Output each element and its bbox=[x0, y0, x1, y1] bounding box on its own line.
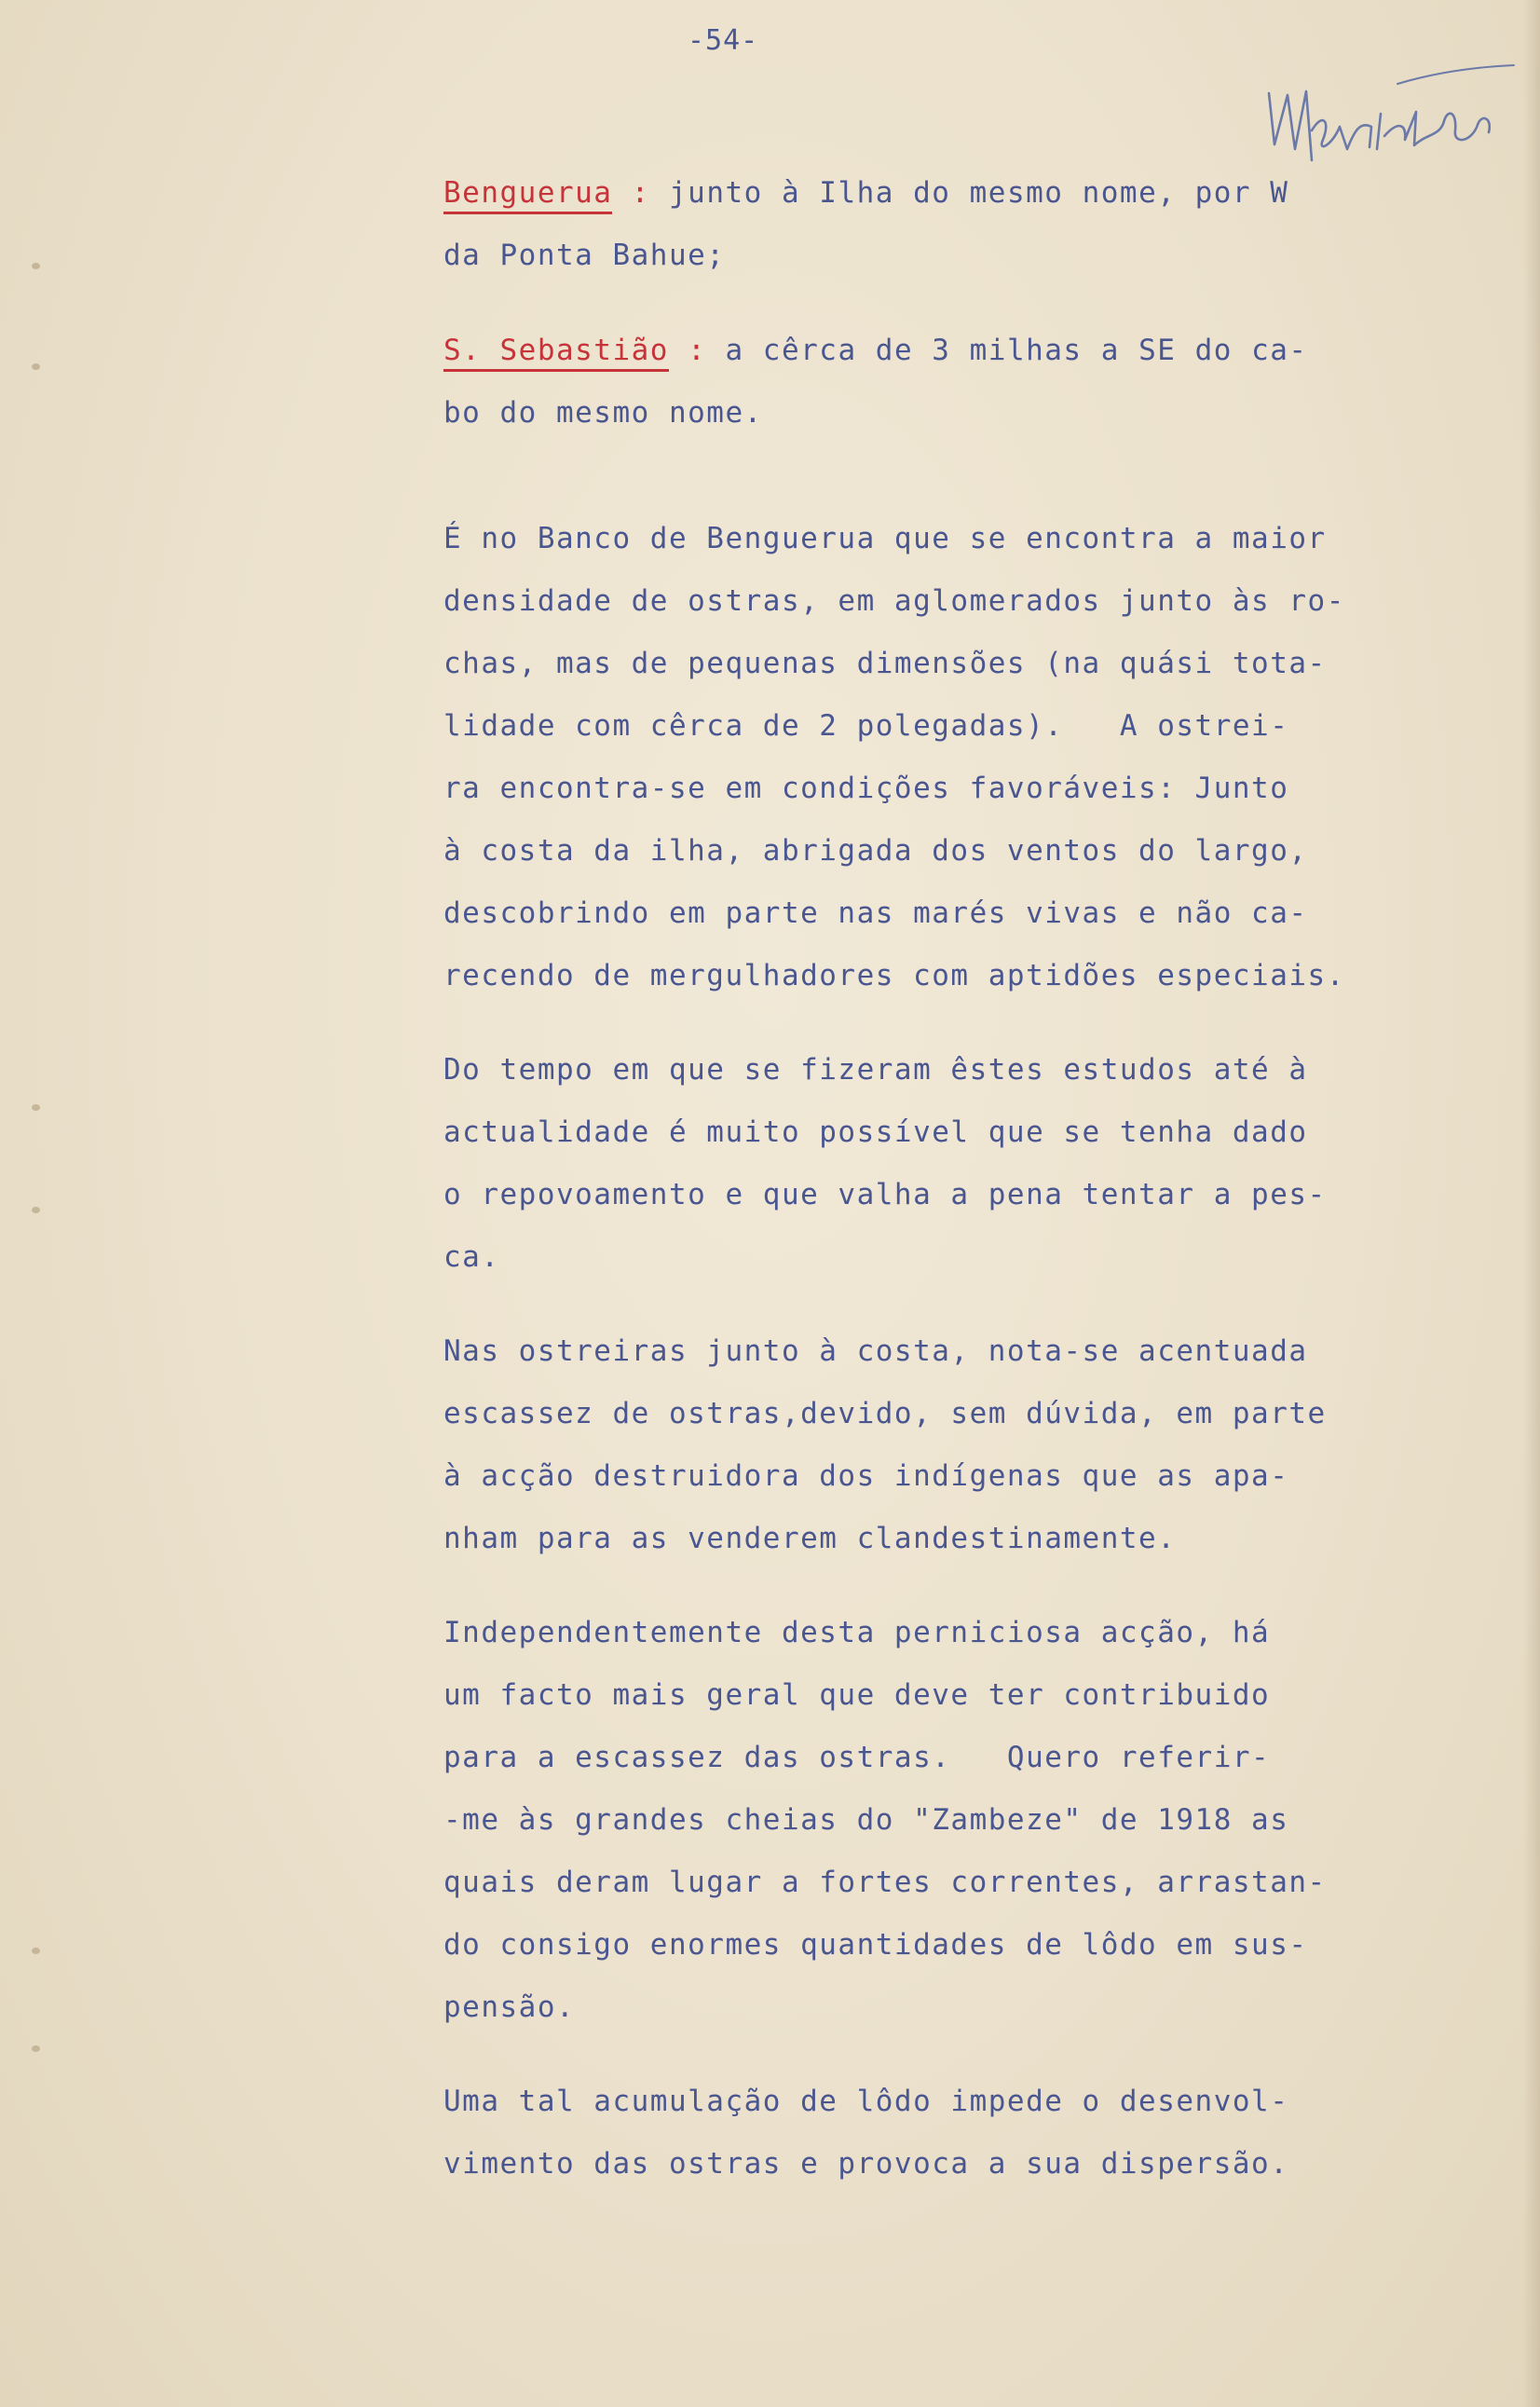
paragraph-4-line: pensão. bbox=[443, 1990, 576, 2024]
paragraph-3-line: Nas ostreiras junto à costa, nota-se acentuada bbox=[443, 1334, 1308, 1368]
paragraph-1-line: chas, mas de pequenas dimensões (na quási tota- bbox=[443, 647, 1327, 680]
punch-hole-mark bbox=[32, 2045, 40, 2052]
punch-hole-mark bbox=[32, 1948, 40, 1954]
punch-hole-mark bbox=[32, 363, 40, 370]
paragraph-2-line: o repovoamento e que valha a pena tentar a pes- bbox=[443, 1178, 1327, 1211]
entry-separator: : bbox=[688, 334, 707, 367]
paragraph-4-line: do consigo enormes quantidades de lôdo em sus- bbox=[443, 1928, 1308, 1962]
paragraph-4-line: Independentemente desta perniciosa acção, há bbox=[443, 1616, 1271, 1649]
paragraph-4-line: um facto mais geral que deve ter contribuido bbox=[443, 1678, 1271, 1712]
paragraph-2-line: Do tempo em que se fizeram êstes estudos até à bbox=[443, 1053, 1308, 1087]
paragraph-1-line: lidade com cêrca de 2 polegadas). A ostrei- bbox=[443, 709, 1289, 743]
paragraph-1-line: à costa da ilha, abrigada dos ventos do largo, bbox=[443, 834, 1308, 868]
paragraph-1-line: ra encontra-se em condições favoráveis: Junto bbox=[443, 772, 1289, 805]
paragraph-1-line: recendo de mergulhadores com aptidões especiais. bbox=[443, 959, 1345, 992]
punch-hole-mark bbox=[32, 263, 40, 269]
paragraph-3-line: nham para as venderem clandestinamente. bbox=[443, 1522, 1177, 1555]
paragraph-3-line: à acção destruidora dos indígenas que as apa- bbox=[443, 1459, 1289, 1493]
punch-hole-mark bbox=[32, 1104, 40, 1111]
entry-term-benguerua: Benguerua bbox=[443, 176, 612, 214]
paragraph-5-line: Uma tal acumulação de lôdo impede o desenvol- bbox=[443, 2085, 1289, 2118]
paragraph-2-line: actualidade é muito possível que se tenha dado bbox=[443, 1115, 1308, 1149]
paragraph-4-line: para a escassez das ostras. Quero referir- bbox=[443, 1741, 1271, 1774]
entry-separator: : bbox=[631, 176, 650, 210]
entry-text: a cêrca de 3 milhas a SE do ca- bbox=[725, 334, 1308, 367]
page-number: -54- bbox=[688, 24, 759, 57]
entry-benguerua-line-1 bbox=[443, 176, 1289, 210]
paragraph-3-line: escassez de ostras,devido, sem dúvida, em parte bbox=[443, 1397, 1327, 1430]
entry-sebastiao-line-1 bbox=[443, 336, 1308, 365]
paragraph-1-line: densidade de ostras, em aglomerados junto às ro- bbox=[443, 584, 1345, 618]
punch-hole-mark bbox=[32, 1207, 40, 1213]
handwritten-signature bbox=[1258, 56, 1519, 186]
paragraph-4-line: quais deram lugar a fortes correntes, arrastan- bbox=[443, 1866, 1327, 1899]
entry-sebastiao-line-2: bo do mesmo nome. bbox=[443, 396, 763, 430]
paragraph-1-line: É no Banco de Benguerua que se encontra a maior bbox=[443, 522, 1327, 555]
entry-benguerua-line-2: da Ponta Bahue; bbox=[443, 239, 726, 272]
entry-text: junto à Ilha do mesmo nome, por W bbox=[669, 176, 1289, 210]
paragraph-4-line: -me às grandes cheias do "Zambeze" de 1918 as bbox=[443, 1803, 1289, 1837]
paragraph-1-line: descobrindo em parte nas marés vivas e não ca- bbox=[443, 896, 1308, 930]
entry-term-sebastiao: S. Sebastião bbox=[443, 334, 669, 372]
paragraph-5-line: vimento das ostras e provoca a sua dispersão. bbox=[443, 2147, 1289, 2181]
page-edge-shadow bbox=[1523, 0, 1540, 2407]
paragraph-2-line: ca. bbox=[443, 1240, 500, 1274]
